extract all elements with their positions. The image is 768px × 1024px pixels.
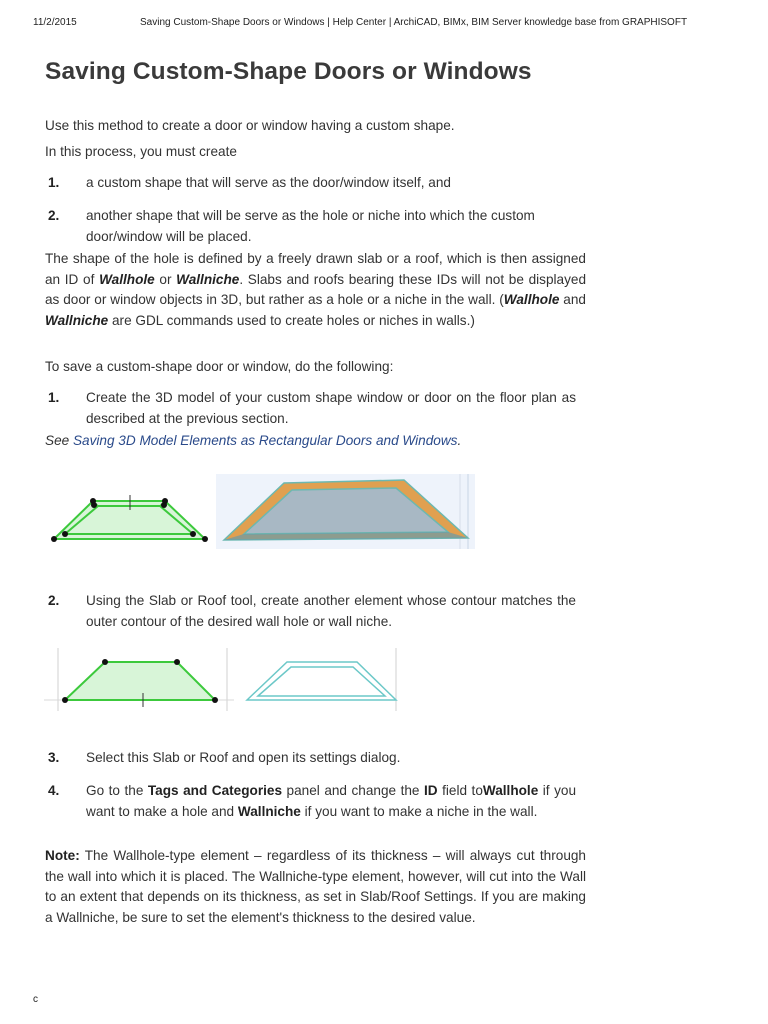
see-suffix: . xyxy=(457,433,462,448)
text-run: field to xyxy=(437,783,483,798)
term-wallniche: Wallniche xyxy=(237,803,301,819)
step-number: 1. xyxy=(48,390,60,405)
step-4 xyxy=(48,781,576,822)
term-wallniche: Wallniche xyxy=(176,271,240,287)
3d-model-figure xyxy=(216,474,475,549)
step-2 xyxy=(48,591,576,632)
page-title: Saving Custom-Shape Doors or Windows xyxy=(45,58,532,85)
step-number: 2. xyxy=(48,593,60,608)
step-text: Create the 3D model of your custom shape window or door on the floor plan as described at the previous section. xyxy=(86,390,576,426)
list-text: another shape that will be serve as the hole or niche into which the custom door/window will be placed. xyxy=(86,208,535,244)
note-paragraph xyxy=(45,846,586,928)
term-wallniche: Wallniche xyxy=(45,312,109,328)
intro-line-2: In this process, you must create xyxy=(45,144,237,159)
text-run: panel and change the xyxy=(282,783,425,798)
text-run: are GDL commands used to create holes or niches in walls.) xyxy=(108,312,475,328)
step-3 xyxy=(48,748,576,769)
list-number: 2. xyxy=(48,208,60,223)
note-label: Note: xyxy=(45,848,80,863)
term-id: ID xyxy=(424,783,438,798)
print-header-title: Saving Custom-Shape Doors or Windows | Help Center | ArchiCAD, BIMx, BIM Server knowledge base from GRAPHISOFT xyxy=(140,17,688,28)
hole-contour-figure xyxy=(44,645,399,713)
text-run: Go to the xyxy=(86,783,148,798)
step-text: Using the Slab or Roof tool, create another element whose contour matches the outer contour of the desired wall hole or wall niche. xyxy=(86,593,576,629)
list-number: 1. xyxy=(48,175,60,190)
intro-line-1: Use this method to create a door or window having a custom shape. xyxy=(45,118,455,133)
page-footer: c xyxy=(33,994,38,1005)
hole-paragraph xyxy=(45,249,586,331)
print-date: 11/2/2015 xyxy=(33,17,77,28)
note-text: The Wallhole-type element – regardless of its thickness – will always cut through the wall into which it is placed. The Wallniche-type element, however, will cut into the Wall to an extent that depends on its thickness, as set in Slab/Roof Settings. If you are making a Wallniche, be sure to set the element's thickness to the desired value. xyxy=(45,848,586,925)
text-run: and xyxy=(559,292,586,307)
list-item xyxy=(48,206,576,247)
list-item xyxy=(48,173,576,194)
term-wallhole: Wallhole xyxy=(482,783,539,798)
slab-outline-figure xyxy=(48,492,214,548)
list-text: a custom shape that will serve as the door/window itself, and xyxy=(86,175,451,190)
step-number: 4. xyxy=(48,783,60,798)
text-run: . Slabs and roofs bearing these IDs will not be displayed as door or window objects in 3D, but rather as a hole or a niche in the wall. ( xyxy=(45,271,587,307)
term-wallhole: Wallhole xyxy=(99,271,155,287)
text-run: or xyxy=(154,271,177,287)
term-wallhole: Wallhole xyxy=(503,292,560,307)
step-text: Select this Slab or Roof and open its settings dialog. xyxy=(86,750,401,765)
see-prefix: See xyxy=(45,433,73,448)
text-run: if you want to make a hole and xyxy=(86,783,577,819)
term-panel: Tags and Categories xyxy=(147,783,283,798)
step-1 xyxy=(48,388,576,429)
see-also xyxy=(45,431,586,452)
step-number: 3. xyxy=(48,750,60,765)
step-text xyxy=(86,781,576,822)
see-also-link[interactable]: Saving 3D Model Elements as Rectangular Doors and Windows xyxy=(72,433,458,448)
save-intro: To save a custom-shape door or window, do the following: xyxy=(45,359,394,374)
text-run: The shape of the hole is defined by a freely drawn slab or a roof, which is then assigned an ID of xyxy=(45,251,586,287)
text-run: if you want to make a niche in the wall. xyxy=(300,803,538,819)
